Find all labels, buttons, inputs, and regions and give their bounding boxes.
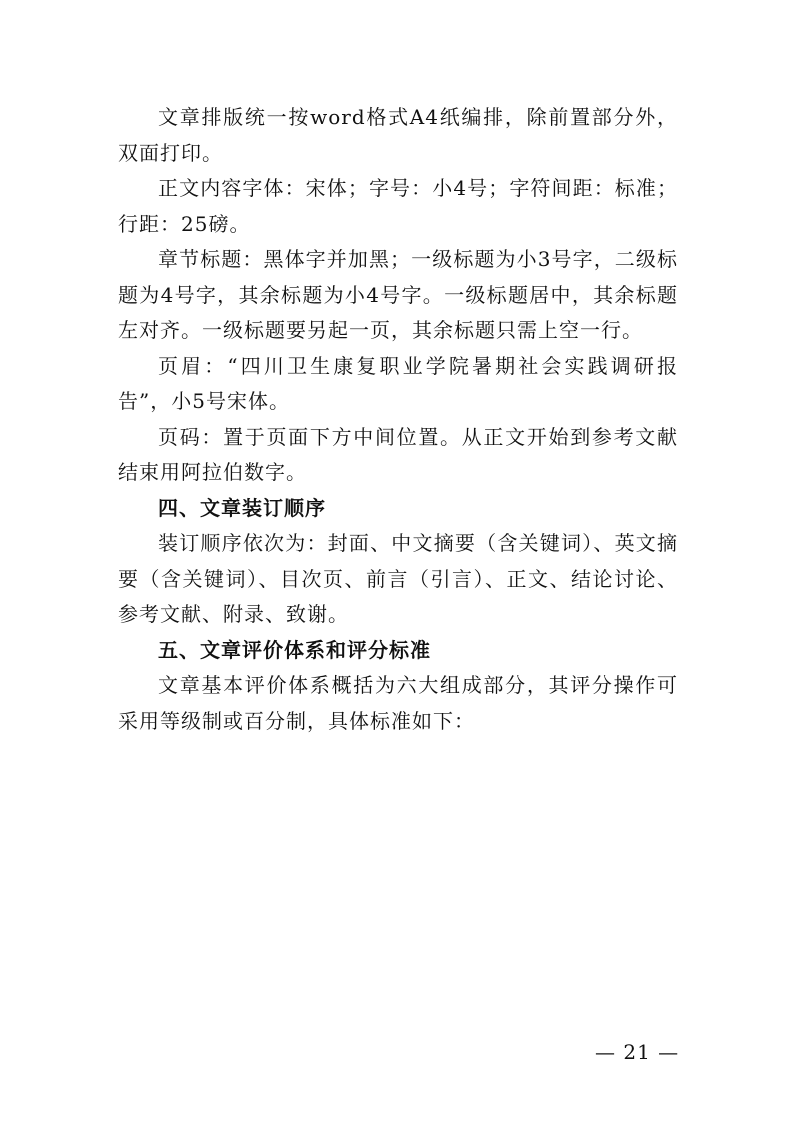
paragraph-body-font: 正文内容字体：宋体；字号：小4号；字符间距：标准；行距：25磅。 <box>118 176 678 236</box>
paragraph-binding-order: 装订顺序依次为：封面、中文摘要（含关键词）、英文摘要（含关键词）、目次页、前言（引言）、正文、结论讨论、参考文献、附录、致谢。 <box>118 531 678 626</box>
document-body <box>118 100 678 739</box>
paragraph-evaluation: 文章基本评价体系概括为六大组成部分，其评分操作可采用等级制或百分制，具体标准如下： <box>118 673 678 733</box>
section-heading-binding-order: 四、文章装订顺序 <box>158 495 326 520</box>
paragraph-header: 页眉：“四川卫生康复职业学院暑期社会实践调研报告”，小5号宋体。 <box>118 353 678 413</box>
paragraph-layout: 文章排版统一按word格式A4纸编排，除前置部分外，双面打印。 <box>118 105 678 165</box>
section-heading-evaluation: 五、文章评价体系和评分标准 <box>158 637 431 662</box>
paragraph-page-number: 页码：置于页面下方中间位置。从正文开始到参考文献结束用阿拉伯数字。 <box>118 424 678 484</box>
paragraph-headings: 章节标题：黑体字并加黑；一级标题为小3号字，二级标题为4号字，其余标题为小4号字。一级标题居中，其余标题左对齐。一级标题要另起一页，其余标题只需上空一行。 <box>118 247 678 342</box>
page-number: — 21 — <box>595 1040 680 1064</box>
